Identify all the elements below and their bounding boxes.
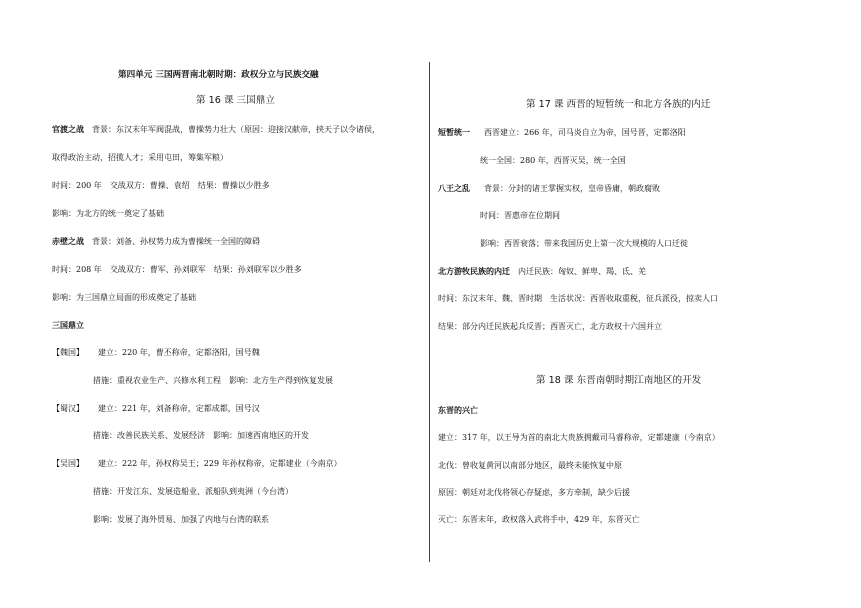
wei-effect: 影响：北方生产得到恢复发展 — [229, 376, 333, 385]
neiqian-time: 时间：东汉末年、魏、晋时期 — [438, 294, 542, 303]
wu-found: 建立：222 年，孙权称吴王；229 年孙权称帝，定都建业（今南京） — [98, 459, 342, 468]
neiqian-result: 结果：部分内迁民族起兵反晋；西晋灭亡，北方政权十六国并立 — [438, 322, 662, 331]
wu-measure: 措施：开发江东、发展造船业、派船队到夷洲（今台湾） — [93, 487, 293, 496]
dongjin-north: 北伐：曾收复黄河以南部分地区，最终未能恢复中原 — [438, 461, 622, 470]
chibi-result: 结果：孙刘联军以少胜多 — [213, 265, 302, 274]
duanzan-line1 — [438, 128, 686, 138]
right-column — [432, 0, 861, 608]
guandu-result: 结果：曹操以少胜多 — [197, 181, 270, 190]
lesson-18-title: 第 18 课 东晋南朝时期江南地区的开发 — [536, 375, 702, 386]
neiqian-peoples: 内迁民族：匈奴、鲜卑、羯、氐、羌 — [518, 267, 646, 276]
guandu-background-cont: 取得政治主动，招揽人才；采用屯田，筹集军粮） — [52, 153, 228, 162]
neiqian-facts — [438, 294, 718, 304]
bawang-effect: 影响：西晋衰落；带来我国历史上第一次大规模的人口迁徙 — [480, 239, 688, 248]
wei-found: 建立：220 年，曹丕称帝，定都洛阳，国号魏 — [98, 348, 260, 357]
wei-found-line — [52, 348, 260, 358]
shu-found: 建立：221 年，刘备称帝，定都成都，国号汉 — [98, 404, 260, 413]
duanzan-founding: 西晋建立：266 年，司马炎自立为帝，国号晋，定都洛阳 — [484, 128, 686, 137]
chibi-background: 背景：刘备、孙权势力成为曹操统一全国的障碍 — [92, 237, 260, 246]
wei-measure: 措施：重视农业生产、兴修水利工程 — [93, 376, 221, 385]
bawang-label: 八王之乱 — [438, 184, 470, 193]
bawang-bg-line — [438, 184, 660, 194]
wu-effect: 影响：发展了海外贸易、加强了内地与台湾的联系 — [93, 515, 269, 524]
guandu-background: 背景：东汉末年军阀混战，曹操势力壮大（原因：迎接汉献帝，挟天子以令诸侯， — [92, 125, 380, 134]
chibi-facts — [52, 265, 302, 275]
guandu-effect: 影响：为北方的统一奠定了基础 — [52, 209, 164, 218]
dongjin-heading: 东晋的兴亡 — [438, 406, 478, 415]
sanguo-heading: 三国鼎立 — [52, 321, 84, 330]
unit-title: 第四单元 三国两晋南北朝时期：政权分立与民族交融 — [118, 70, 319, 80]
shu-tag: 【蜀汉】 — [52, 404, 84, 413]
bawang-time: 时间：晋惠帝在位期间 — [480, 211, 560, 220]
left-column — [0, 0, 428, 608]
chibi-label: 赤壁之战 — [52, 237, 84, 246]
guandu-sides: 交战双方：曹操、袁绍 — [109, 181, 190, 190]
shu-measure-line — [93, 431, 309, 441]
chibi-bg-line — [52, 237, 260, 247]
guandu-bg-line1 — [52, 125, 380, 135]
neiqian-line — [438, 267, 646, 277]
chibi-effect: 影响：为三国鼎立局面的形成奠定了基础 — [52, 293, 196, 302]
wu-tag: 【吴国】 — [52, 459, 84, 468]
chibi-time: 时间：208 年 — [52, 265, 102, 274]
wei-tag: 【魏国】 — [52, 348, 84, 357]
guandu-label: 官渡之战 — [52, 125, 84, 134]
bawang-background: 背景：分封的诸王掌握实权，皇帝昏庸，朝政腐败 — [484, 184, 660, 193]
neiqian-life: 生活状况：西晋收取重税，征兵派役，掠卖人口 — [550, 294, 718, 303]
dongjin-found: 建立：317 年，以王导为首的南北大贵族拥戴司马睿称帝，定都建康（今南京） — [438, 433, 720, 442]
shu-measure: 措施：改善民族关系、发展经济 — [93, 431, 205, 440]
column-divider — [429, 62, 430, 562]
guandu-time: 时间：200 年 — [52, 181, 102, 190]
wei-measure-line — [93, 376, 333, 386]
wu-found-line — [52, 459, 342, 469]
chibi-sides: 交战双方：曹军、孙刘联军 — [109, 265, 206, 274]
duanzan-label: 短暂统一 — [438, 128, 470, 137]
dongjin-fall: 灭亡：东晋末年，政权落入武将手中，429 年，东晋灭亡 — [438, 515, 640, 524]
shu-found-line — [52, 404, 260, 414]
neiqian-label: 北方游牧民族的内迁 — [438, 267, 510, 276]
duanzan-unify: 统一全国：280 年，西晋灭吴，统一全国 — [480, 156, 626, 165]
shu-effect: 影响：加速西南地区的开发 — [213, 431, 309, 440]
guandu-facts — [52, 181, 270, 191]
lesson-16-title: 第 16 课 三国鼎立 — [196, 95, 275, 106]
dongjin-reason: 原因：朝廷对北伐将领心存疑虑，多方牵制，缺少后援 — [438, 488, 630, 497]
lesson-17-title: 第 17 课 西晋的短暂统一和北方各族的内迁 — [526, 99, 711, 110]
